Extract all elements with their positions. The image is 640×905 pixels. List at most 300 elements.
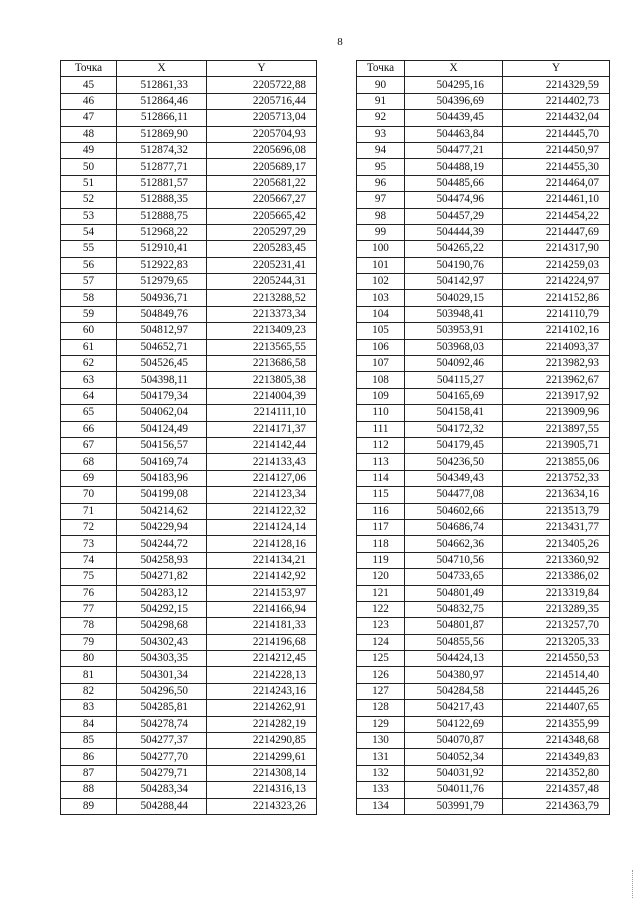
table-row [61,454,317,470]
cell-y: 2214243,16 [207,683,317,699]
cell-point: 96 [357,175,405,191]
cell-point: 73 [61,536,117,552]
cell-point: 131 [357,749,405,765]
cell-y: 2213962,67 [503,372,610,388]
cell-y: 2214127,06 [207,470,317,486]
cell-point: 101 [357,257,405,273]
table-row [357,765,610,781]
cell-y: 2214348,68 [503,733,610,749]
cell-y: 2213909,96 [503,405,610,421]
cell-y: 2214111,10 [207,405,317,421]
cell-y: 2213565,55 [207,339,317,355]
table-row [61,224,317,240]
cell-point: 60 [61,323,117,339]
cell-y: 2214282,19 [207,716,317,732]
table-row [357,651,610,667]
table-row [61,733,317,749]
cell-x: 512866,11 [117,110,207,126]
cell-x: 504214,62 [117,503,207,519]
cell-x: 504283,12 [117,585,207,601]
cell-y: 2214171,37 [207,421,317,437]
cell-x: 504277,37 [117,733,207,749]
table-row [61,618,317,634]
table-row [357,519,610,535]
cell-point: 95 [357,159,405,175]
table-row [61,683,317,699]
cell-y: 2214461,10 [503,192,610,208]
cell-point: 91 [357,93,405,109]
cell-point: 71 [61,503,117,519]
cell-x: 504285,81 [117,700,207,716]
table-row [61,519,317,535]
table-row [357,569,610,585]
cell-y: 2214447,69 [503,224,610,240]
cell-y: 2214299,61 [207,749,317,765]
cell-y: 2214128,16 [207,536,317,552]
cell-x: 504485,66 [405,175,503,191]
table-row [357,454,610,470]
cell-y: 2214133,43 [207,454,317,470]
cell-x: 512922,83 [117,257,207,273]
cell-y: 2214123,34 [207,487,317,503]
cell-y: 2213289,35 [503,601,610,617]
table-row [61,585,317,601]
cell-y: 2214550,53 [503,651,610,667]
cell-y: 2214142,92 [207,569,317,585]
cell-x: 512881,57 [117,175,207,191]
cell-x: 504662,36 [405,536,503,552]
cell-point: 83 [61,700,117,716]
cell-y: 2205297,29 [207,224,317,240]
cell-y: 2214329,59 [503,77,610,93]
cell-point: 70 [61,487,117,503]
cell-point: 62 [61,356,117,372]
cell-point: 87 [61,765,117,781]
cell-y: 2205716,44 [207,93,317,109]
cell-point: 45 [61,77,117,93]
cell-x: 504298,68 [117,618,207,634]
cell-point: 92 [357,110,405,126]
scan-edge-mark [632,870,634,898]
table-header-row [61,61,317,77]
cell-x: 512877,71 [117,159,207,175]
cell-y: 2214323,26 [207,798,317,814]
cell-x: 504301,34 [117,667,207,683]
cell-y: 2214153,97 [207,585,317,601]
cell-point: 100 [357,241,405,257]
header-point: Точка [61,61,117,77]
cell-point: 121 [357,585,405,601]
table-row [357,667,610,683]
cell-x: 504477,21 [405,142,503,158]
cell-y: 2213752,33 [503,470,610,486]
cell-x: 503968,03 [405,339,503,355]
cell-x: 512910,41 [117,241,207,257]
cell-x: 504936,71 [117,290,207,306]
header-x: X [405,61,503,77]
cell-y: 2214166,94 [207,601,317,617]
cell-x: 504439,45 [405,110,503,126]
cell-y: 2214317,90 [503,241,610,257]
cell-point: 84 [61,716,117,732]
cell-x: 504396,69 [405,93,503,109]
cell-y: 2214124,14 [207,519,317,535]
cell-point: 107 [357,356,405,372]
cell-point: 130 [357,733,405,749]
cell-point: 57 [61,274,117,290]
cell-x: 504801,87 [405,618,503,634]
cell-y: 2213257,70 [503,618,610,634]
cell-x: 504278,74 [117,716,207,732]
cell-point: 79 [61,634,117,650]
cell-y: 2205689,17 [207,159,317,175]
cell-y: 2205667,27 [207,192,317,208]
cell-x: 504115,27 [405,372,503,388]
table-row [61,339,317,355]
cell-x: 504295,16 [405,77,503,93]
header-x: X [117,61,207,77]
cell-point: 90 [357,77,405,93]
cell-x: 512888,75 [117,208,207,224]
table-row [357,257,610,273]
cell-point: 63 [61,372,117,388]
cell-x: 504199,08 [117,487,207,503]
cell-y: 2214464,07 [503,175,610,191]
cell-point: 68 [61,454,117,470]
cell-y: 2214349,83 [503,749,610,765]
cell-point: 72 [61,519,117,535]
table-row [357,274,610,290]
cell-point: 98 [357,208,405,224]
cell-x: 504258,93 [117,552,207,568]
cell-point: 93 [357,126,405,142]
table-row [357,388,610,404]
cell-x: 504158,41 [405,405,503,421]
cell-point: 119 [357,552,405,568]
cell-point: 78 [61,618,117,634]
cell-y: 2214196,68 [207,634,317,650]
table-row [357,552,610,568]
cell-y: 2205722,88 [207,77,317,93]
cell-x: 512888,35 [117,192,207,208]
table-row [357,437,610,453]
table-row [61,77,317,93]
table-row [61,323,317,339]
cell-y: 2214142,44 [207,437,317,453]
cell-point: 106 [357,339,405,355]
cell-y: 2214363,79 [503,798,610,814]
cell-y: 2214316,13 [207,782,317,798]
table-row [357,536,610,552]
table-row [357,700,610,716]
cell-y: 2214134,21 [207,552,317,568]
table-row [61,274,317,290]
cell-x: 504444,39 [405,224,503,240]
cell-y: 2214224,97 [503,274,610,290]
cell-point: 117 [357,519,405,535]
cell-x: 504122,69 [405,716,503,732]
cell-point: 74 [61,552,117,568]
cell-x: 504602,66 [405,503,503,519]
table-row [357,798,610,814]
table-row [61,159,317,175]
cell-x: 504142,97 [405,274,503,290]
table-row [357,405,610,421]
cell-point: 65 [61,405,117,421]
cell-x: 503953,91 [405,323,503,339]
cell-y: 2205704,93 [207,126,317,142]
table-row [357,634,610,650]
table-row [61,306,317,322]
coordinates-table-right [356,60,610,815]
cell-y: 2214455,30 [503,159,610,175]
cell-point: 59 [61,306,117,322]
table-header-row [357,61,610,77]
table-row [61,437,317,453]
cell-point: 88 [61,782,117,798]
table-row [61,405,317,421]
cell-y: 2214152,86 [503,290,610,306]
cell-point: 127 [357,683,405,699]
cell-point: 133 [357,782,405,798]
cell-y: 2213897,55 [503,421,610,437]
cell-x: 504165,69 [405,388,503,404]
cell-x: 503948,41 [405,306,503,322]
cell-x: 504124,49 [117,421,207,437]
cell-point: 66 [61,421,117,437]
cell-point: 120 [357,569,405,585]
cell-x: 504217,43 [405,700,503,716]
cell-y: 2214454,22 [503,208,610,224]
table-row [61,290,317,306]
table-row [357,77,610,93]
cell-point: 46 [61,93,117,109]
cell-x: 504052,34 [405,749,503,765]
cell-point: 69 [61,470,117,486]
table-row [61,749,317,765]
table-row [61,601,317,617]
table-row [61,634,317,650]
cell-y: 2214357,48 [503,782,610,798]
table-row [61,782,317,798]
cell-y: 2205696,08 [207,142,317,158]
cell-y: 2214445,70 [503,126,610,142]
cell-y: 2213982,93 [503,356,610,372]
table-row [61,667,317,683]
cell-x: 504283,34 [117,782,207,798]
cell-point: 58 [61,290,117,306]
cell-point: 64 [61,388,117,404]
cell-x: 504855,56 [405,634,503,650]
cell-point: 115 [357,487,405,503]
cell-point: 49 [61,142,117,158]
table-row [61,487,317,503]
table-row [61,700,317,716]
cell-point: 67 [61,437,117,453]
cell-point: 89 [61,798,117,814]
cell-point: 129 [357,716,405,732]
cell-y: 2214407,65 [503,700,610,716]
cell-y: 2214290,85 [207,733,317,749]
cell-y: 2214102,16 [503,323,610,339]
table-row [357,601,610,617]
cell-y: 2214122,32 [207,503,317,519]
cell-point: 126 [357,667,405,683]
cell-y: 2213205,33 [503,634,610,650]
cell-y: 2213686,58 [207,356,317,372]
cell-x: 504457,29 [405,208,503,224]
header-point: Точка [357,61,405,77]
cell-y: 2214228,13 [207,667,317,683]
cell-x: 504812,97 [117,323,207,339]
cell-x: 504265,22 [405,241,503,257]
cell-x: 504710,56 [405,552,503,568]
cell-point: 105 [357,323,405,339]
table-row [357,142,610,158]
table-row [357,241,610,257]
cell-point: 80 [61,651,117,667]
table-row [61,536,317,552]
cell-point: 47 [61,110,117,126]
cell-x: 504303,35 [117,651,207,667]
cell-point: 102 [357,274,405,290]
cell-point: 48 [61,126,117,142]
cell-y: 2214402,73 [503,93,610,109]
cell-y: 2214259,03 [503,257,610,273]
cell-x: 504686,74 [405,519,503,535]
cell-point: 61 [61,339,117,355]
cell-point: 54 [61,224,117,240]
table-row [357,159,610,175]
cell-point: 94 [357,142,405,158]
cell-x: 504031,92 [405,765,503,781]
table-row [61,356,317,372]
table-row [61,388,317,404]
cell-y: 2213855,06 [503,454,610,470]
cell-point: 113 [357,454,405,470]
cell-x: 503991,79 [405,798,503,814]
table-row [61,142,317,158]
cell-x: 504279,71 [117,765,207,781]
table-row [61,503,317,519]
table-row [61,421,317,437]
table-row [357,782,610,798]
cell-point: 53 [61,208,117,224]
table-row [61,372,317,388]
cell-point: 86 [61,749,117,765]
cell-y: 2213405,26 [503,536,610,552]
cell-point: 116 [357,503,405,519]
cell-x: 504302,43 [117,634,207,650]
cell-x: 504011,76 [405,782,503,798]
cell-x: 504172,32 [405,421,503,437]
cell-point: 108 [357,372,405,388]
table-row [61,208,317,224]
cell-point: 124 [357,634,405,650]
cell-point: 56 [61,257,117,273]
table-row [61,765,317,781]
cell-x: 504477,08 [405,487,503,503]
cell-x: 504463,84 [405,126,503,142]
table-row [357,208,610,224]
table-row [357,126,610,142]
cell-x: 504156,57 [117,437,207,453]
cell-point: 50 [61,159,117,175]
cell-y: 2205713,04 [207,110,317,126]
cell-x: 504380,97 [405,667,503,683]
cell-x: 504236,50 [405,454,503,470]
table-row [61,192,317,208]
table-row [357,306,610,322]
header-y: Y [207,61,317,77]
cell-point: 125 [357,651,405,667]
cell-x: 512968,22 [117,224,207,240]
cell-y: 2213805,38 [207,372,317,388]
cell-x: 504070,87 [405,733,503,749]
cell-y: 2214110,79 [503,306,610,322]
cell-x: 504474,96 [405,192,503,208]
table-row [357,110,610,126]
cell-x: 512864,46 [117,93,207,109]
table-row [357,224,610,240]
table-row [61,257,317,273]
cell-y: 2214445,26 [503,683,610,699]
cell-y: 2213360,92 [503,552,610,568]
cell-x: 504062,04 [117,405,207,421]
cell-y: 2213288,52 [207,290,317,306]
cell-point: 123 [357,618,405,634]
cell-y: 2214308,14 [207,765,317,781]
cell-x: 504190,76 [405,257,503,273]
cell-x: 504526,45 [117,356,207,372]
table-row [357,192,610,208]
cell-point: 52 [61,192,117,208]
cell-x: 504801,49 [405,585,503,601]
cell-point: 134 [357,798,405,814]
cell-y: 2205231,41 [207,257,317,273]
cell-point: 122 [357,601,405,617]
table-row [357,503,610,519]
table-row [61,651,317,667]
cell-y: 2213905,71 [503,437,610,453]
cell-x: 504169,74 [117,454,207,470]
table-row [357,470,610,486]
cell-x: 504271,82 [117,569,207,585]
table-row [61,93,317,109]
cell-x: 504652,71 [117,339,207,355]
table-row [61,470,317,486]
cell-x: 504398,11 [117,372,207,388]
cell-point: 75 [61,569,117,585]
cell-y: 2205665,42 [207,208,317,224]
cell-x: 504424,13 [405,651,503,667]
table-row [61,241,317,257]
cell-y: 2214432,04 [503,110,610,126]
cell-y: 2205283,45 [207,241,317,257]
cell-x: 504229,94 [117,519,207,535]
cell-y: 2213386,02 [503,569,610,585]
cell-point: 128 [357,700,405,716]
table-row [357,585,610,601]
cell-x: 504349,43 [405,470,503,486]
cell-y: 2214004,39 [207,388,317,404]
cell-point: 76 [61,585,117,601]
cell-y: 2213634,16 [503,487,610,503]
cell-x: 512874,32 [117,142,207,158]
cell-x: 504292,15 [117,601,207,617]
cell-y: 2213431,77 [503,519,610,535]
cell-point: 103 [357,290,405,306]
